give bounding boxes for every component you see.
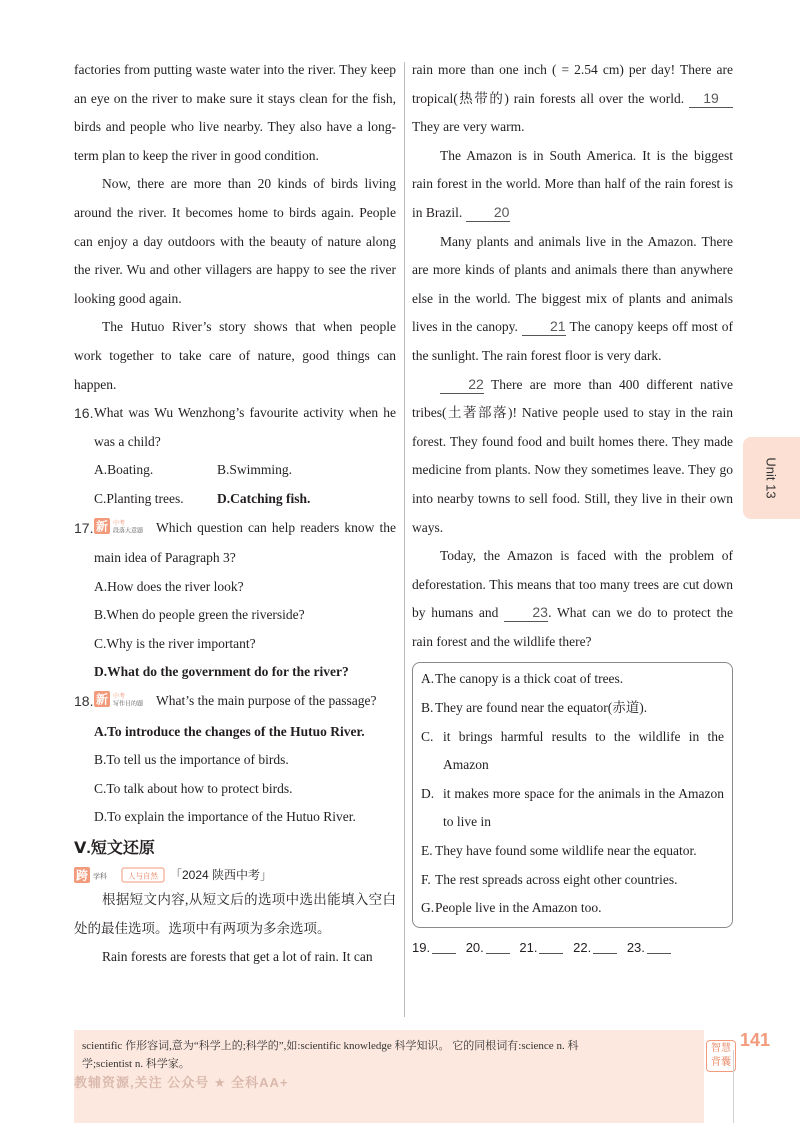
question-number: 17. xyxy=(74,519,94,536)
option-b: B.When do people green the riverside? xyxy=(94,607,305,623)
option-item: D. it makes more space for the animals in the Amazon to live in xyxy=(421,785,724,830)
blank-20[interactable]: 20 xyxy=(466,203,510,222)
answer-blank[interactable] xyxy=(486,939,510,954)
blank-21[interactable]: 21 xyxy=(522,317,566,336)
svg-text:新: 新 xyxy=(95,519,109,533)
cross-subject-tag-icon xyxy=(74,867,166,883)
answer-line: 19. 20. 21. 22. 23. xyxy=(412,934,733,963)
answer-blank[interactable] xyxy=(539,939,563,954)
section-title: Ⅴ.短文还原 xyxy=(74,840,155,858)
instruction: 根据短文内容,从短文后的选项中选出能填入空白处的最佳选项。选项中有两项为多余选项。 xyxy=(74,892,396,936)
option-d: D.To explain the importance of the Hutuo River. xyxy=(94,809,356,825)
right-paragraph-2: The Amazon is in South America. It is the biggest rain forest in the world. More than half of the rain forest is in Brazil. 20 xyxy=(412,147,733,220)
option-item: G. People live in the Amazon too. xyxy=(421,900,602,916)
unit-tab xyxy=(743,437,800,519)
source-label: 「2024 陕西中考」 xyxy=(170,868,273,883)
wisdom-badge: 智慧 背囊 xyxy=(706,1040,736,1072)
svg-text:跨: 跨 xyxy=(75,868,89,883)
left-paragraph-1: factories from putting waste water into the river. They keep an eye on the river to make sure it stays clean for the fish, birds and people who live nearby. They also have a long-term plan to keep the river in good condition. xyxy=(74,62,396,163)
option-a-answer: A.To introduce the changes of the Hutuo River. xyxy=(94,723,365,739)
option-b: B.Swimming. xyxy=(217,462,293,478)
answer-blank[interactable] xyxy=(432,939,456,954)
option-b: B.To tell us the importance of birds. xyxy=(94,752,289,768)
option-a: A.How does the river look? xyxy=(94,578,244,594)
question-number: 18. xyxy=(74,693,94,710)
right-paragraph-3: Many plants and animals live in the Amazon. There are more kinds of plants and animals there than anywhere else in the world. The biggest mix of plants and animals lives in the canopy. 21 The canopy keeps off most of the sunlight. The rain forest floor is very dark. xyxy=(412,233,733,363)
blank-19[interactable]: 19 xyxy=(689,89,733,108)
option-item: B. They are found near the equator(赤道). xyxy=(421,700,648,716)
right-paragraph-1: rain more than one inch ( = 2.54 cm) per day! There are tropical(热带的) rain forests all over the world. 19 They are very warm. xyxy=(412,62,733,135)
option-c: C.To talk about how to protect birds. xyxy=(94,780,293,796)
option-d-answer: D.Catching fish. xyxy=(217,490,311,506)
answer-blank[interactable] xyxy=(647,939,671,954)
blank-23[interactable]: 23 xyxy=(504,603,548,622)
question-17 xyxy=(74,514,396,688)
right-column xyxy=(412,56,733,962)
source-tag xyxy=(74,864,396,886)
vocabulary-note: scientific 作形容词,意为“科学上的;科学的”,如:scientific knowledge 科学知识。 它的同根词有:science n. 科 学;scientist n. 科学家。 xyxy=(82,1040,579,1070)
svg-text:段落大意题: 段落大意题 xyxy=(113,527,144,534)
footer-divider xyxy=(733,1050,734,1123)
svg-text:写作目的题: 写作目的题 xyxy=(113,700,144,708)
options-box xyxy=(412,662,733,927)
right-paragraph-5: Today, the Amazon is faced with the problem of deforestation. This means that too many trees are cut down by humans and 23. What can we do to protect the rain forest and the wildlife there? xyxy=(412,548,733,649)
question-text: Which question can help readers know the main idea of Paragraph 3? xyxy=(94,519,396,566)
blank-22[interactable]: 22 xyxy=(440,375,484,394)
page-number: 141 xyxy=(740,1030,771,1050)
svg-text:学科: 学科 xyxy=(93,872,107,881)
left-paragraph-3: The Hutuo River’s story shows that when people work together to take care of nature, good things can happen. xyxy=(74,319,396,392)
svg-text:中考: 中考 xyxy=(113,519,126,527)
right-paragraph-4: 22 There are more than 400 different native tribes(土著部落)! Native people used to stay in the rain forest. They found food and built homes there. They made medicine from plants. Now they sometimes leave. They go into nearby towns to sell food. Still, they live in their own ways. xyxy=(412,375,733,535)
answer-blank[interactable] xyxy=(593,939,617,954)
option-item: C. it brings harmful results to the wildlife in the Amazon xyxy=(421,728,724,773)
svg-text:人与自然: 人与自然 xyxy=(128,871,158,881)
option-item: F. The rest spreads across eight other countries. xyxy=(421,871,678,887)
option-d-answer: D.What do the government do for the river? xyxy=(94,664,349,680)
question-number: 16. xyxy=(74,405,94,422)
unit-label: Unit 13 xyxy=(763,457,779,499)
option-c: C.Planting trees. xyxy=(94,490,184,506)
svg-text:中考: 中考 xyxy=(113,693,126,701)
left-paragraph-2: Now, there are more than 20 kinds of birds living around the river. It becomes home to birds again. People can enjoy a day outdoors with the beauty of nature along the river. Wu and other villagers are happy to see the river looking good again. xyxy=(74,176,396,306)
question-16 xyxy=(74,399,396,513)
question-type-tag-icon xyxy=(94,689,150,718)
question-text: What was Wu Wenzhong’s favourite activity when he was a child? xyxy=(94,405,396,449)
question-type-tag-icon xyxy=(94,516,150,545)
option-a: A.Boating. xyxy=(94,462,154,478)
column-divider xyxy=(404,62,405,1017)
svg-text:新: 新 xyxy=(95,692,109,707)
passage-start: Rain forests are forests that get a lot of rain. It can xyxy=(102,949,373,965)
left-column xyxy=(74,56,396,972)
question-18 xyxy=(74,687,396,832)
option-item: A. The canopy is a thick coat of trees. xyxy=(421,671,624,687)
option-c: C.Why is the river important? xyxy=(94,635,256,651)
watermark: 教辅资源,关注 公众号 ★ 全科AA+ xyxy=(74,1075,289,1090)
option-item: E. They have found some wildlife near the equator. xyxy=(421,843,697,859)
question-text: What’s the main purpose of the passage? xyxy=(156,693,377,709)
